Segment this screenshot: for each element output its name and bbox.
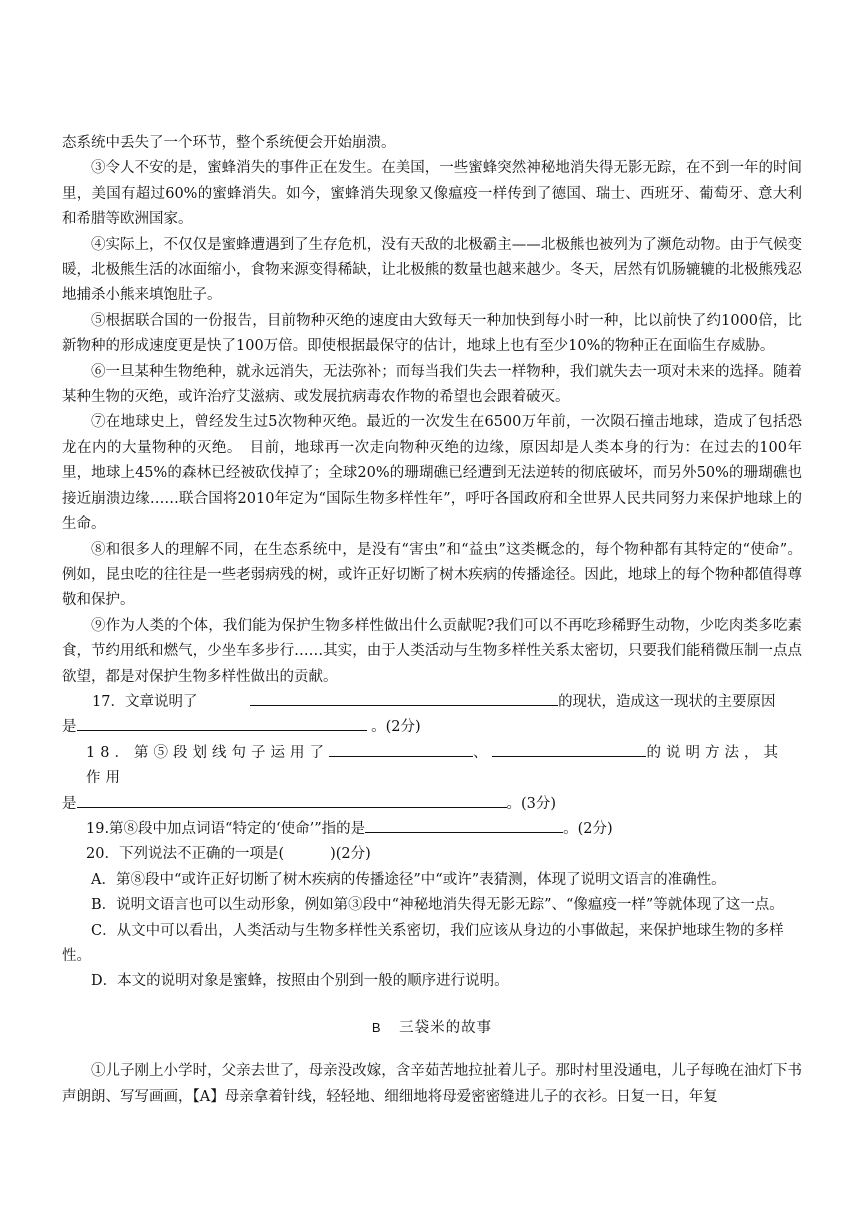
answer-blank-17b[interactable]: [77, 716, 367, 731]
paragraph-4: ④实际上，不仅仅是蜜蜂遭遇到了生存危机，没有天敌的北极霸主——北极熊也被列为了濒危动物。由于气候变暖，北极熊生活的冰面缩小，食物来源变得稀缺，让北极熊的数量也越来越少。冬天，居然有饥肠辘辘的北极熊残忍地捕杀小熊来填饱肚子。: [62, 236, 802, 304]
paragraph-7: ⑦在地球史上，曾经发生过5次物种灭绝。最近的一次发生在6500万年前，一次陨石撞击地球，造成了包括恐龙在内的大量物种的灭绝。 目前，地球再一次走向物种灭绝的边缘，原因却是人类本身的行为：在过去的100年里，地球上45%的森林已经被砍伐掉了；全球20%的珊瑚礁已经遭到无法逆转的彻底破坏，而另外50%的珊瑚礁也接近崩溃边缘……联合国将2010年定为“国际生物多样性年”，呼吁各国政府和全世界人民共同努力来保护地球上的生命。: [62, 414, 802, 533]
question-18: [62, 741, 802, 817]
question-19: [62, 817, 802, 842]
question-18-shi: 是: [62, 795, 77, 812]
question-17-stem: 17．文章说明了: [92, 693, 198, 710]
section-b-heading: [62, 1015, 802, 1041]
question-19-stem: 19.第⑧段中加点词语“特定的‘使命’”指的是: [86, 820, 366, 837]
question-17: [62, 690, 802, 741]
answer-blank-18a[interactable]: [329, 742, 473, 757]
answer-blank-18c[interactable]: [77, 793, 507, 808]
question-17-shi: 是: [62, 719, 77, 736]
question-18-tail: 的说明方法，其作用: [86, 744, 783, 787]
paragraph-5: ⑤根据联合国的一份报告，目前物种灭绝的速度由大致每天一种加快到每小时一种，比以前快了约1000倍，比新物种的形成速度更是快了100万倍。即使根据最保守的估计，地球上也有至少10%的物种正在面临生存威胁。: [62, 312, 802, 355]
question-17-tail: 的现状，造成这一现状的主要原因: [558, 693, 776, 710]
option-d: D．本文的说明对象是蜜蜂，按照由个别到一般的顺序进行说明。: [91, 973, 509, 990]
question-18-stem: 18．第⑤段划线句子运用了: [86, 744, 329, 761]
question-18-score: 。(3分): [506, 795, 557, 812]
section-b-label: B: [371, 1019, 382, 1035]
paragraph-6: ⑥一旦某种生物绝种，就永远消失，无法弥补；而每当我们失去一样物种，我们就失去一项对未来的选择。随着某种生物的灭绝，或许治疗艾滋病、或发展抗病毒农作物的希望也会跟着破灭。: [62, 363, 802, 406]
question-20: [62, 842, 802, 867]
answer-blank-19[interactable]: [365, 818, 563, 833]
option-c: C．从文中可以看出，人类活动与生物多样性关系密切，我们应该从身边的小事做起，来保护地球生物的多样性。: [62, 922, 784, 964]
section-b-title: 三袋米的故事: [399, 1019, 493, 1036]
option-a: A．第⑧段中“或许正好切断了树木疾病的传播途径”中“或许”表猜测，体现了说明文语言的准确性。: [91, 871, 726, 888]
paragraph-9: ⑨作为人类的个体，我们能为保护生物多样性做出什么贡献呢?我们可以不再吃珍稀野生动物，少吃肉类多吃素食，节约用纸和燃气，少坐车多步行……其实，由于人类活动与生物多样性关系太密切，只要我们能稍微压制一点点欲望，都是对保护生物多样性做出的贡献。: [62, 617, 802, 685]
option-b: B．说明文语言也可以生动形象，例如第③段中“神秘地消失得无影无踪”、“像瘟疫一样”等就体现了这一点。: [91, 897, 784, 914]
paragraph-continued: 态系统中丢失了一个环节，整个系统便会开始崩溃。: [62, 135, 396, 151]
question-20-score: )(2分): [330, 846, 371, 863]
question-18-sep: 、: [472, 744, 493, 761]
paragraph-8: ⑧和很多人的理解不同，在生态系统中，是没有“害虫”和“益虫”这类概念的，每个物种都有其特定的“使命”。例如，昆虫吃的往往是一些老弱病残的树，或许正好切断了树木疾病的传播途径。因此，地球上的每个物种都值得尊敬和保护。: [62, 541, 802, 609]
question-20-stem: 20．下列说法不正确的一项是(: [86, 846, 285, 863]
paragraph-3: ③令人不安的是，蜜蜂消失的事件正在发生。在美国，一些蜜蜂突然神秘地消失得无影无踪，在不到一年的时间里，美国有超过60%的蜜蜂消失。如今，蜜蜂消失现象又像瘟疫一样传到了德国、瑞士、西班牙、葡萄牙、意大利和希腊等欧洲国家。: [62, 160, 802, 228]
answer-blank-18b[interactable]: [492, 742, 646, 757]
answer-blank-17a[interactable]: [250, 691, 558, 706]
question-19-score: 。(2分): [563, 820, 613, 837]
document-content: [62, 131, 802, 1110]
question-17-score: 。(2分): [371, 719, 421, 736]
story-paragraph-1: ①儿子刚上小学时，父亲去世了，母亲没改嫁，含辛茹苦地拉扯着儿子。那时村里没通电，儿子每晚在油灯下书声朗朗、写写画画，【A】母亲拿着针线，轻轻地、细细地将母爱密密缝进儿子的衣衫。日复一日，年复: [62, 1063, 802, 1105]
